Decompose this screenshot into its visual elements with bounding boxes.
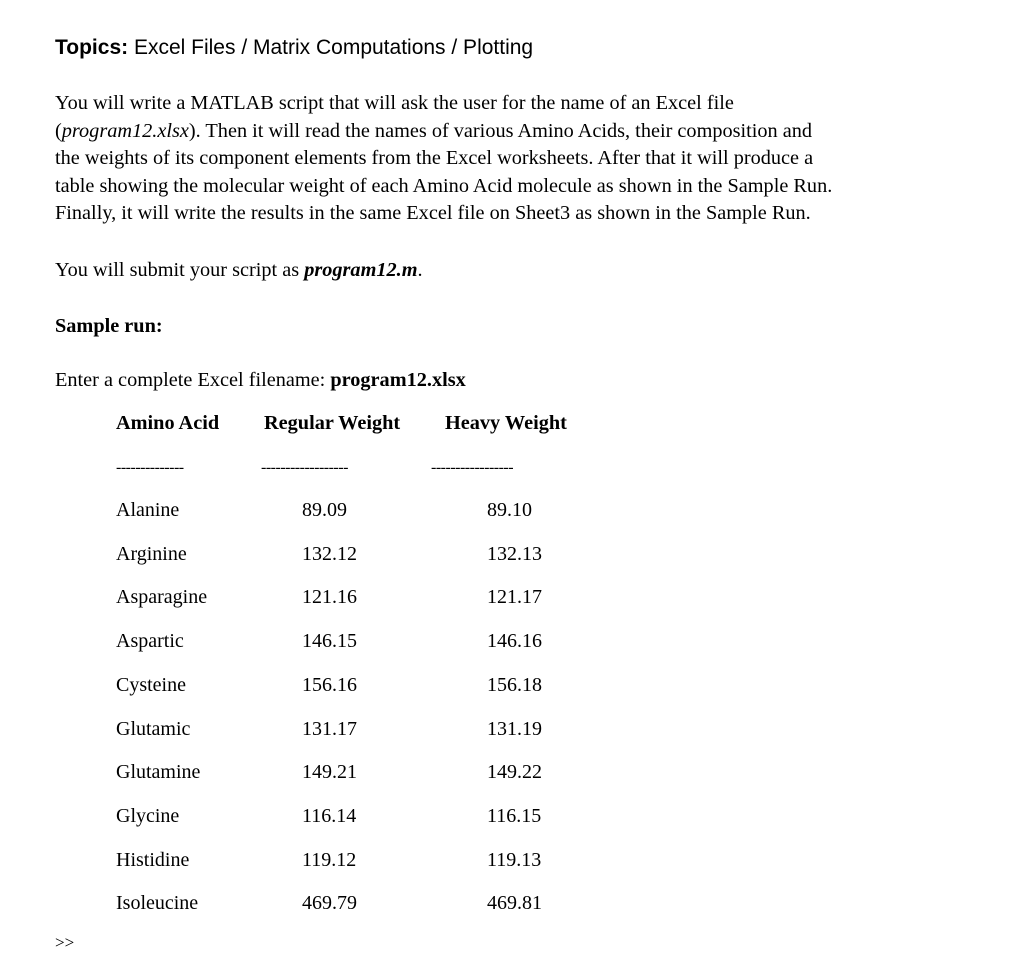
script-filename: program12.m: [304, 259, 418, 281]
topics-heading: [55, 34, 533, 62]
row-amino-acid-name: Arginine: [116, 542, 187, 565]
row-amino-acid-name: Isoleucine: [116, 892, 199, 915]
intro-paragraph: [55, 90, 990, 228]
row-regular-weight: 131.17: [302, 717, 357, 740]
intro-line-5: Finally, it will write the results in the same Excel file on Sheet3 as shown in the Sample Run.: [55, 202, 811, 225]
row-regular-weight: 132.12: [302, 542, 357, 565]
row-amino-acid-name: Glycine: [116, 804, 180, 827]
header-heavy-weight: Heavy Weight: [445, 412, 567, 434]
prompt-input-value: program12.xlsx: [330, 369, 466, 391]
excel-filename-italic: program12.xlsx: [61, 119, 189, 142]
submit-instruction: You will submit your script as program12.m.: [55, 259, 423, 281]
row-heavy-weight: 469.81: [487, 892, 542, 915]
row-heavy-weight: 121.17: [487, 586, 542, 609]
separator-regular-weight: ------------------: [261, 459, 348, 476]
row-regular-weight: 156.16: [302, 673, 357, 696]
command-prompt: >>: [55, 933, 75, 952]
row-amino-acid-name: Glutamine: [116, 761, 201, 784]
sample-run-label: Sample run:: [55, 315, 163, 337]
topics-label: Topics:: [55, 36, 129, 59]
row-heavy-weight: 116.15: [487, 804, 542, 827]
intro-line-1: You will write a MATLAB script that will ask the user for the name of an Excel file: [55, 92, 734, 114]
row-heavy-weight: 131.19: [487, 717, 542, 740]
header-amino-acid: Amino Acid: [116, 412, 220, 434]
row-regular-weight: 119.12: [302, 848, 357, 871]
row-heavy-weight: 89.10: [487, 499, 532, 521]
prompt-text: Enter a complete Excel filename:: [55, 369, 331, 391]
separator-amino-acid: --------------: [116, 459, 184, 476]
row-amino-acid-name: Aspartic: [116, 630, 184, 653]
row-heavy-weight: 156.18: [487, 673, 542, 696]
topics-text: Excel Files / Matrix Computations / Plotting: [128, 36, 534, 59]
separator-heavy-weight: -----------------: [431, 459, 514, 476]
row-heavy-weight: 146.16: [487, 630, 542, 653]
row-regular-weight: 146.15: [302, 630, 357, 653]
row-amino-acid-name: Cysteine: [116, 673, 186, 696]
row-regular-weight: 116.14: [302, 804, 357, 827]
header-regular-weight: Regular Weight: [264, 412, 401, 434]
row-regular-weight: 469.79: [302, 892, 357, 915]
row-heavy-weight: 149.22: [487, 761, 542, 784]
filename-prompt: [55, 366, 466, 394]
intro-line-2: (program12.xlsx). Then it will read the names of various Amino Acids, their composition and: [55, 119, 813, 142]
row-regular-weight: 89.09: [302, 499, 347, 521]
row-heavy-weight: 132.13: [487, 542, 542, 565]
row-amino-acid-name: Histidine: [116, 848, 190, 871]
row-amino-acid-name: Glutamic: [116, 717, 191, 740]
row-amino-acid-name: Asparagine: [116, 586, 208, 609]
row-regular-weight: 149.21: [302, 761, 357, 784]
intro-line-4: table showing the molecular weight of each Amino Acid molecule as shown in the Sample Run.: [55, 174, 833, 197]
intro-line-3: the weights of its component elements from the Excel worksheets. After that it will produce a: [55, 147, 814, 170]
row-amino-acid-name: Alanine: [116, 499, 180, 521]
row-regular-weight: 121.16: [302, 586, 357, 609]
row-heavy-weight: 119.13: [487, 848, 542, 871]
